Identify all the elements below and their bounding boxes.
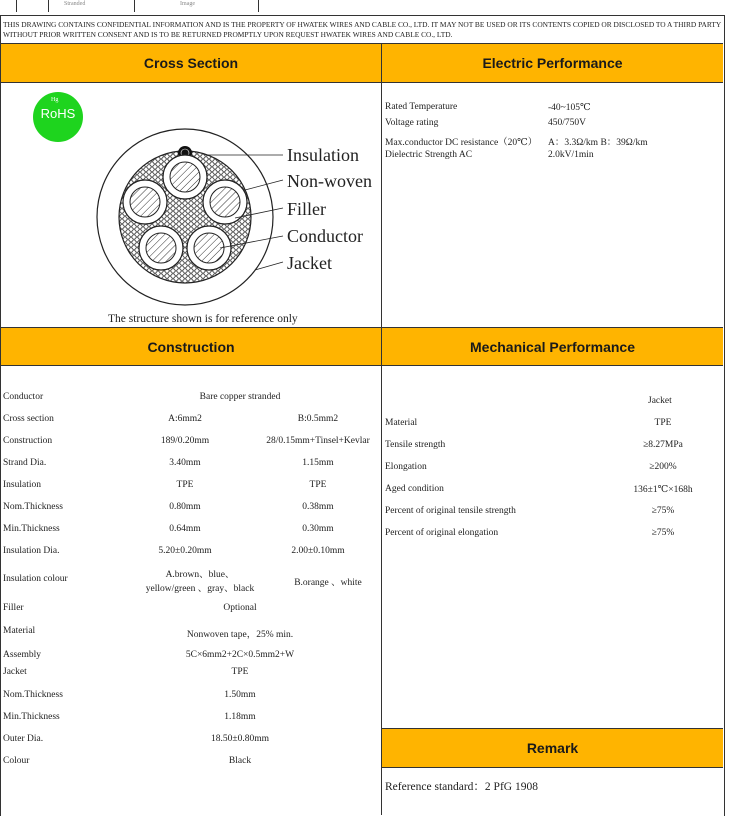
construction-value-b: 28/0.15mm+Tinsel+Kevlar: [266, 436, 370, 446]
electric-value: 450/750V: [548, 118, 586, 128]
construction-value: 5C×6mm2+2C×0.5mm2+W: [185, 650, 295, 660]
electric-label: Max.conductor DC resistance（20℃）: [385, 138, 538, 148]
electric-value: A：3.3Ω/km B：39Ω/km: [548, 138, 648, 148]
divider: [48, 0, 49, 12]
construction-value: Black: [228, 756, 252, 766]
construction-value-b: 0.38mm: [302, 502, 334, 512]
label-non-woven: Non-woven: [287, 171, 372, 191]
mechanical-label: Percent of original elongation: [385, 528, 499, 538]
rohs-small-text: Hg: [51, 97, 59, 103]
divider: [381, 43, 382, 815]
construction-label: Insulation colour: [3, 574, 68, 584]
construction-value: 1.50mm: [224, 690, 256, 700]
mechanical-value: ≥75%: [651, 528, 675, 538]
construction-value-b: B.orange 、white: [294, 578, 362, 588]
mechanical-label: Tensile strength: [385, 440, 446, 450]
remark-header: Remark: [382, 729, 723, 767]
construction-label: Construction: [3, 436, 53, 446]
top-strip-text: Stranded: [64, 1, 86, 7]
mechanical-label: Elongation: [385, 462, 427, 472]
divider: [16, 0, 17, 12]
electric-value: 2.0kV/1min: [548, 150, 594, 160]
construction-value-b: TPE: [309, 480, 327, 490]
construction-label: Material: [3, 626, 36, 636]
construction-label: Cross section: [3, 414, 54, 424]
construction-label: Nom.Thickness: [3, 690, 63, 700]
label-insulation: Insulation: [287, 145, 359, 165]
construction-value: 18.50±0.80mm: [211, 734, 269, 744]
mechanical-value: ≥200%: [649, 462, 677, 472]
reference-note: The structure shown is for reference only: [108, 313, 298, 325]
construction-label: Jacket: [3, 667, 27, 677]
construction-value: Bare copper stranded: [199, 392, 281, 402]
construction-value-a: TPE: [176, 480, 194, 490]
electric-value: -40~105℃: [548, 103, 591, 113]
construction-label: Nom.Thickness: [3, 502, 63, 512]
divider: [0, 82, 723, 83]
construction-value: Nonwoven tape，25% min.: [186, 630, 294, 640]
cable-cross-section-drawing: [95, 120, 295, 320]
construction-value-a: 0.64mm: [169, 524, 201, 534]
construction-value-b: 2.00±0.10mm: [291, 546, 345, 556]
top-strip-text: Image: [180, 1, 195, 7]
construction-value-b: B:0.5mm2: [297, 414, 339, 424]
construction-label: Strand Dia.: [3, 458, 47, 468]
construction-value-a: 0.80mm: [169, 502, 201, 512]
divider: [258, 0, 259, 12]
construction-value-a: 5.20±0.20mm: [158, 546, 212, 556]
construction-label: Colour: [3, 756, 30, 766]
top-strip: [0, 0, 750, 12]
construction-label: Outer Dia.: [3, 734, 44, 744]
label-filler: Filler: [287, 199, 326, 219]
divider: [134, 0, 135, 12]
mechanical-value: ≥8.27MPa: [643, 440, 683, 450]
mechanical-column-header: Jacket: [648, 396, 672, 406]
construction-value-b: 1.15mm: [302, 458, 334, 468]
label-jacket: Jacket: [287, 253, 332, 273]
confidentiality-notice: THIS DRAWING CONTAINS CONFIDENTIAL INFORMATION AND IS THE PROPERTY OF HWATEK WIRES AND CABLE CO., LTD. IT MAY NOT BE USED OR ITS CONTENTS COPIED OR DISCLOSED TO A THIRD PARTY WITHOUT PRIOR WRITTEN CONSENT AND IS TO BE RETURNED PROMPTLY UPON REQUEST HWATEK WIRES AND CABLE CO., LTD.: [3, 20, 721, 39]
construction-label: Min.Thickness: [3, 524, 60, 534]
mechanical-performance-header: Mechanical Performance: [382, 328, 723, 365]
cross-section-header: Cross Section: [1, 44, 381, 82]
construction-value-a: 3.40mm: [169, 458, 201, 468]
divider: [0, 365, 723, 366]
remark-text: Reference standard：2 PfG 1908: [385, 781, 538, 793]
mechanical-value: TPE: [654, 418, 672, 428]
electric-label: Voltage rating: [385, 118, 439, 128]
construction-value-b: 0.30mm: [302, 524, 334, 534]
construction-value-a: 189/0.20mm: [160, 436, 210, 446]
construction-label: Assembly: [3, 650, 41, 660]
mechanical-label: Aged condition: [385, 484, 444, 494]
label-conductor: Conductor: [287, 226, 363, 246]
electric-performance-header: Electric Performance: [382, 44, 723, 82]
construction-value-a: A:6mm2: [168, 414, 202, 424]
mechanical-value: ≥75%: [651, 506, 675, 516]
construction-label: Insulation Dia.: [3, 546, 60, 556]
construction-label: Insulation: [3, 480, 41, 490]
construction-label: Filler: [3, 603, 24, 613]
construction-value: 1.18mm: [224, 712, 256, 722]
construction-label: Conductor: [3, 392, 44, 402]
construction-label: Min.Thickness: [3, 712, 60, 722]
construction-header: Construction: [1, 328, 381, 365]
construction-value-a2: yellow/green 、gray、black: [145, 584, 255, 594]
rohs-text: RoHS: [40, 106, 76, 121]
divider: [381, 767, 723, 768]
electric-label: Rated Temperature: [385, 102, 458, 112]
construction-value: Optional: [223, 603, 257, 613]
construction-value: TPE: [231, 667, 249, 677]
mechanical-label: Percent of original tensile strength: [385, 506, 516, 516]
mechanical-value: 136±1℃×168h: [633, 485, 693, 495]
electric-label: Dielectric Strength AC: [385, 150, 473, 160]
mechanical-label: Material: [385, 418, 418, 428]
rohs-logo: [33, 92, 83, 142]
construction-value-a1: A.brown、blue、: [165, 570, 235, 580]
